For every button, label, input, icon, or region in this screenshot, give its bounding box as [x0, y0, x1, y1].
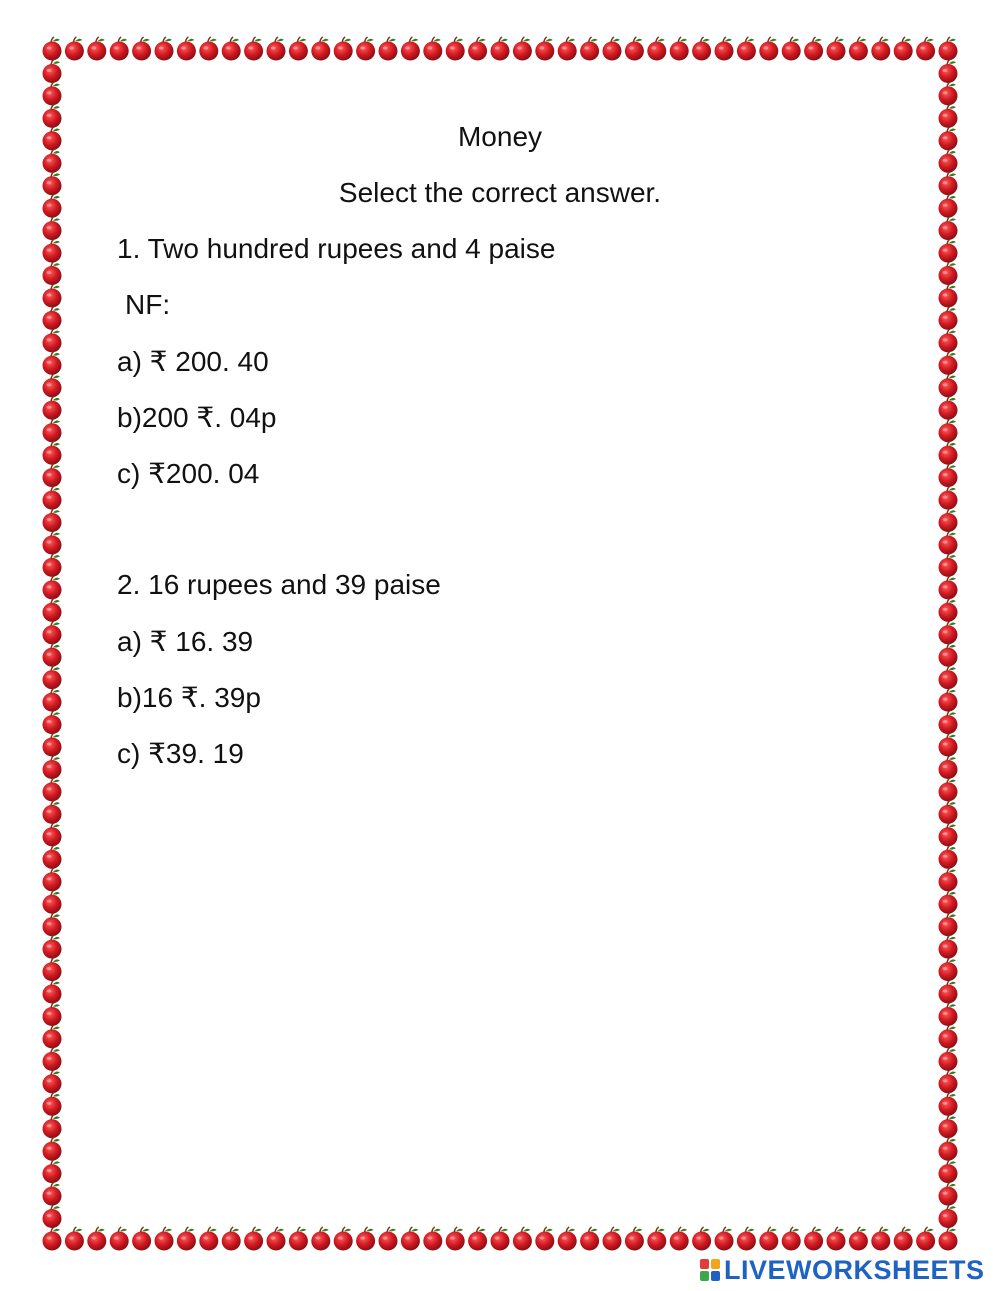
question-1-option-c[interactable]: c) ₹200. 04	[117, 458, 260, 489]
apple-icon	[737, 37, 756, 61]
apple-icon	[132, 1227, 151, 1251]
apple-icon	[782, 1227, 801, 1251]
apple-icon	[804, 37, 823, 61]
apple-icon	[715, 37, 734, 61]
apple-icon	[939, 1160, 958, 1184]
apple-icon	[939, 441, 958, 465]
apple-icon	[244, 1227, 263, 1251]
question-2-option-b[interactable]: b)16 ₹. 39p	[117, 682, 261, 713]
apple-icon	[939, 531, 958, 555]
apple-icon	[110, 1227, 129, 1251]
apple-icon	[894, 1227, 913, 1251]
apple-icon	[43, 262, 62, 286]
apple-icon	[43, 1137, 62, 1161]
apple-icon	[423, 37, 442, 61]
apple-icon	[43, 868, 62, 892]
question-1-option-a[interactable]: a) ₹ 200. 40	[117, 346, 269, 377]
apple-icon	[939, 913, 958, 937]
apple-icon	[692, 1227, 711, 1251]
apple-icon	[155, 1227, 174, 1251]
apple-icon	[625, 1227, 644, 1251]
apple-icon	[939, 262, 958, 286]
apple-icon	[446, 37, 465, 61]
apple-icon	[558, 37, 577, 61]
question-2: 2. 16 rupees and 39 paise	[117, 569, 441, 600]
apple-icon	[87, 1227, 106, 1251]
apple-icon	[939, 688, 958, 712]
apple-icon	[939, 823, 958, 847]
apple-icon	[939, 509, 958, 533]
apple-icon	[43, 1205, 62, 1229]
apple-icon	[939, 239, 958, 263]
apple-icon	[939, 800, 958, 824]
apple-icon	[199, 1227, 218, 1251]
apple-icon	[43, 441, 62, 465]
apple-icon	[43, 711, 62, 735]
apple-icon	[222, 1227, 241, 1251]
apple-icon	[939, 351, 958, 375]
apple-icon	[155, 37, 174, 61]
apple-icon	[871, 37, 890, 61]
apple-icon	[334, 37, 353, 61]
apple-icon	[535, 37, 554, 61]
apple-icon	[43, 1227, 62, 1251]
apple-icon	[43, 621, 62, 645]
apple-icon	[939, 1182, 958, 1206]
apple-icon	[43, 1160, 62, 1184]
apple-icon	[43, 980, 62, 1004]
apple-icon	[43, 37, 62, 61]
apple-icon	[43, 643, 62, 667]
apple-icon	[939, 868, 958, 892]
apple-icon	[939, 643, 958, 667]
question-1-option-b[interactable]: b)200 ₹. 04p	[117, 402, 277, 433]
apple-icon	[916, 37, 935, 61]
apple-icon	[110, 37, 129, 61]
apple-icon	[43, 531, 62, 555]
apple-icon	[939, 486, 958, 510]
apple-icon	[43, 82, 62, 106]
apple-icon	[289, 1227, 308, 1251]
apple-icon	[939, 1227, 958, 1251]
apple-icon	[401, 1227, 420, 1251]
apple-icon	[603, 1227, 622, 1251]
apple-icon	[401, 37, 420, 61]
apple-icon	[513, 37, 532, 61]
apple-icon	[871, 1227, 890, 1251]
liveworksheets-logo[interactable]	[700, 1256, 985, 1284]
apple-icon	[939, 1092, 958, 1116]
apple-icon	[625, 37, 644, 61]
apple-icon	[939, 419, 958, 443]
apple-icon	[43, 1025, 62, 1049]
apple-icon	[939, 1025, 958, 1049]
apple-icon	[939, 935, 958, 959]
instruction-text: Select the correct answer.	[338, 177, 662, 208]
apple-icon	[939, 1003, 958, 1027]
apple-icon	[43, 778, 62, 802]
apple-icon	[849, 37, 868, 61]
apple-icon	[65, 37, 84, 61]
liveworksheets-logo-icon	[700, 1259, 720, 1281]
apple-icon	[43, 553, 62, 577]
apple-icon	[43, 1115, 62, 1139]
apple-icon	[580, 1227, 599, 1251]
apple-icon	[267, 1227, 286, 1251]
question-1: 1. Two hundred rupees and 4 paise	[117, 233, 556, 264]
apple-icon	[939, 1137, 958, 1161]
apple-icon	[804, 1227, 823, 1251]
apple-icon	[849, 1227, 868, 1251]
apple-icon	[513, 1227, 532, 1251]
apple-icon	[939, 329, 958, 353]
apple-icon	[222, 37, 241, 61]
apple-icon	[43, 306, 62, 330]
apple-icon	[939, 217, 958, 241]
apple-icon	[43, 396, 62, 420]
apple-icon	[43, 1003, 62, 1027]
apple-icon	[603, 37, 622, 61]
apple-icon	[356, 1227, 375, 1251]
apple-icon	[177, 1227, 196, 1251]
question-1-note: NF:	[125, 289, 171, 320]
apple-icon	[491, 37, 510, 61]
apple-icon	[199, 37, 218, 61]
apple-icon	[647, 1227, 666, 1251]
apple-icon	[939, 958, 958, 982]
apple-icon	[670, 37, 689, 61]
apple-icon	[491, 1227, 510, 1251]
apple-icon	[939, 284, 958, 308]
apple-icon	[939, 37, 958, 61]
apple-icon	[647, 37, 666, 61]
apple-icon	[939, 374, 958, 398]
apple-icon	[43, 733, 62, 757]
apple-icon	[939, 1047, 958, 1071]
apple-icon	[43, 509, 62, 533]
apple-icon	[939, 980, 958, 1004]
apple-icon	[43, 800, 62, 824]
apple-icon	[939, 890, 958, 914]
apple-icon	[939, 845, 958, 869]
apple-icon	[43, 284, 62, 308]
apple-icon	[177, 37, 196, 61]
apple-icon	[132, 37, 151, 61]
apple-icon	[939, 711, 958, 735]
apple-icon	[311, 37, 330, 61]
apple-icon	[43, 598, 62, 622]
apple-icon	[827, 37, 846, 61]
apple-icon	[894, 37, 913, 61]
question-2-option-a[interactable]: a) ₹ 16. 39	[117, 626, 254, 657]
apple-icon	[43, 913, 62, 937]
apple-icon	[939, 733, 958, 757]
apple-icon	[939, 553, 958, 577]
apple-icon	[715, 1227, 734, 1251]
apple-icon	[43, 845, 62, 869]
apple-icon	[468, 37, 487, 61]
apple-icon	[267, 37, 286, 61]
apple-icon	[43, 60, 62, 84]
apple-icon	[43, 935, 62, 959]
liveworksheets-brand: LIVEWORKSHEETS	[724, 1254, 985, 1285]
apple-icon	[939, 576, 958, 600]
apple-icon	[939, 464, 958, 488]
apple-icon	[65, 1227, 84, 1251]
apple-icon	[43, 217, 62, 241]
apple-icon	[939, 621, 958, 645]
apple-icon	[43, 351, 62, 375]
apple-icon	[827, 1227, 846, 1251]
apple-icon	[558, 1227, 577, 1251]
apple-icon	[379, 1227, 398, 1251]
apple-icon	[43, 329, 62, 353]
apple-icon	[939, 1205, 958, 1229]
page-title: Money	[457, 121, 543, 152]
apple-icon	[939, 82, 958, 106]
apple-icon	[43, 890, 62, 914]
apple-icon	[43, 666, 62, 690]
apple-icon	[43, 486, 62, 510]
apple-icon	[939, 306, 958, 330]
question-2-option-c[interactable]: c) ₹39. 19	[117, 738, 244, 769]
apple-icon	[446, 1227, 465, 1251]
apple-icon	[670, 1227, 689, 1251]
apple-icon	[939, 1115, 958, 1139]
apple-icon	[939, 756, 958, 780]
apple-icon	[334, 1227, 353, 1251]
apple-icon	[43, 1070, 62, 1094]
apple-icon	[311, 1227, 330, 1251]
apple-icon	[43, 464, 62, 488]
apple-icon	[939, 778, 958, 802]
apple-icon	[379, 37, 398, 61]
apple-icon	[43, 823, 62, 847]
apple-icon	[759, 1227, 778, 1251]
apple-icon	[939, 1070, 958, 1094]
apple-icon	[356, 37, 375, 61]
apple-icon	[43, 756, 62, 780]
apple-icon	[759, 37, 778, 61]
apple-icon	[43, 374, 62, 398]
apple-icon	[43, 419, 62, 443]
apple-icon	[939, 396, 958, 420]
apple-icon	[939, 598, 958, 622]
apple-icon	[468, 1227, 487, 1251]
apple-icon	[289, 37, 308, 61]
apple-icon	[43, 688, 62, 712]
apple-icon	[43, 576, 62, 600]
apple-icon	[535, 1227, 554, 1251]
apple-icon	[580, 37, 599, 61]
apple-icon	[43, 1182, 62, 1206]
apple-icon	[43, 1092, 62, 1116]
apple-icon	[43, 1047, 62, 1071]
apple-icon	[43, 239, 62, 263]
apple-icon	[244, 37, 263, 61]
apple-icon	[43, 958, 62, 982]
apple-icon	[87, 37, 106, 61]
apple-icon	[939, 60, 958, 84]
apple-icon	[939, 666, 958, 690]
apple-icon	[782, 37, 801, 61]
apple-icon	[737, 1227, 756, 1251]
apple-icon	[692, 37, 711, 61]
apple-icon	[916, 1227, 935, 1251]
apple-icon	[423, 1227, 442, 1251]
